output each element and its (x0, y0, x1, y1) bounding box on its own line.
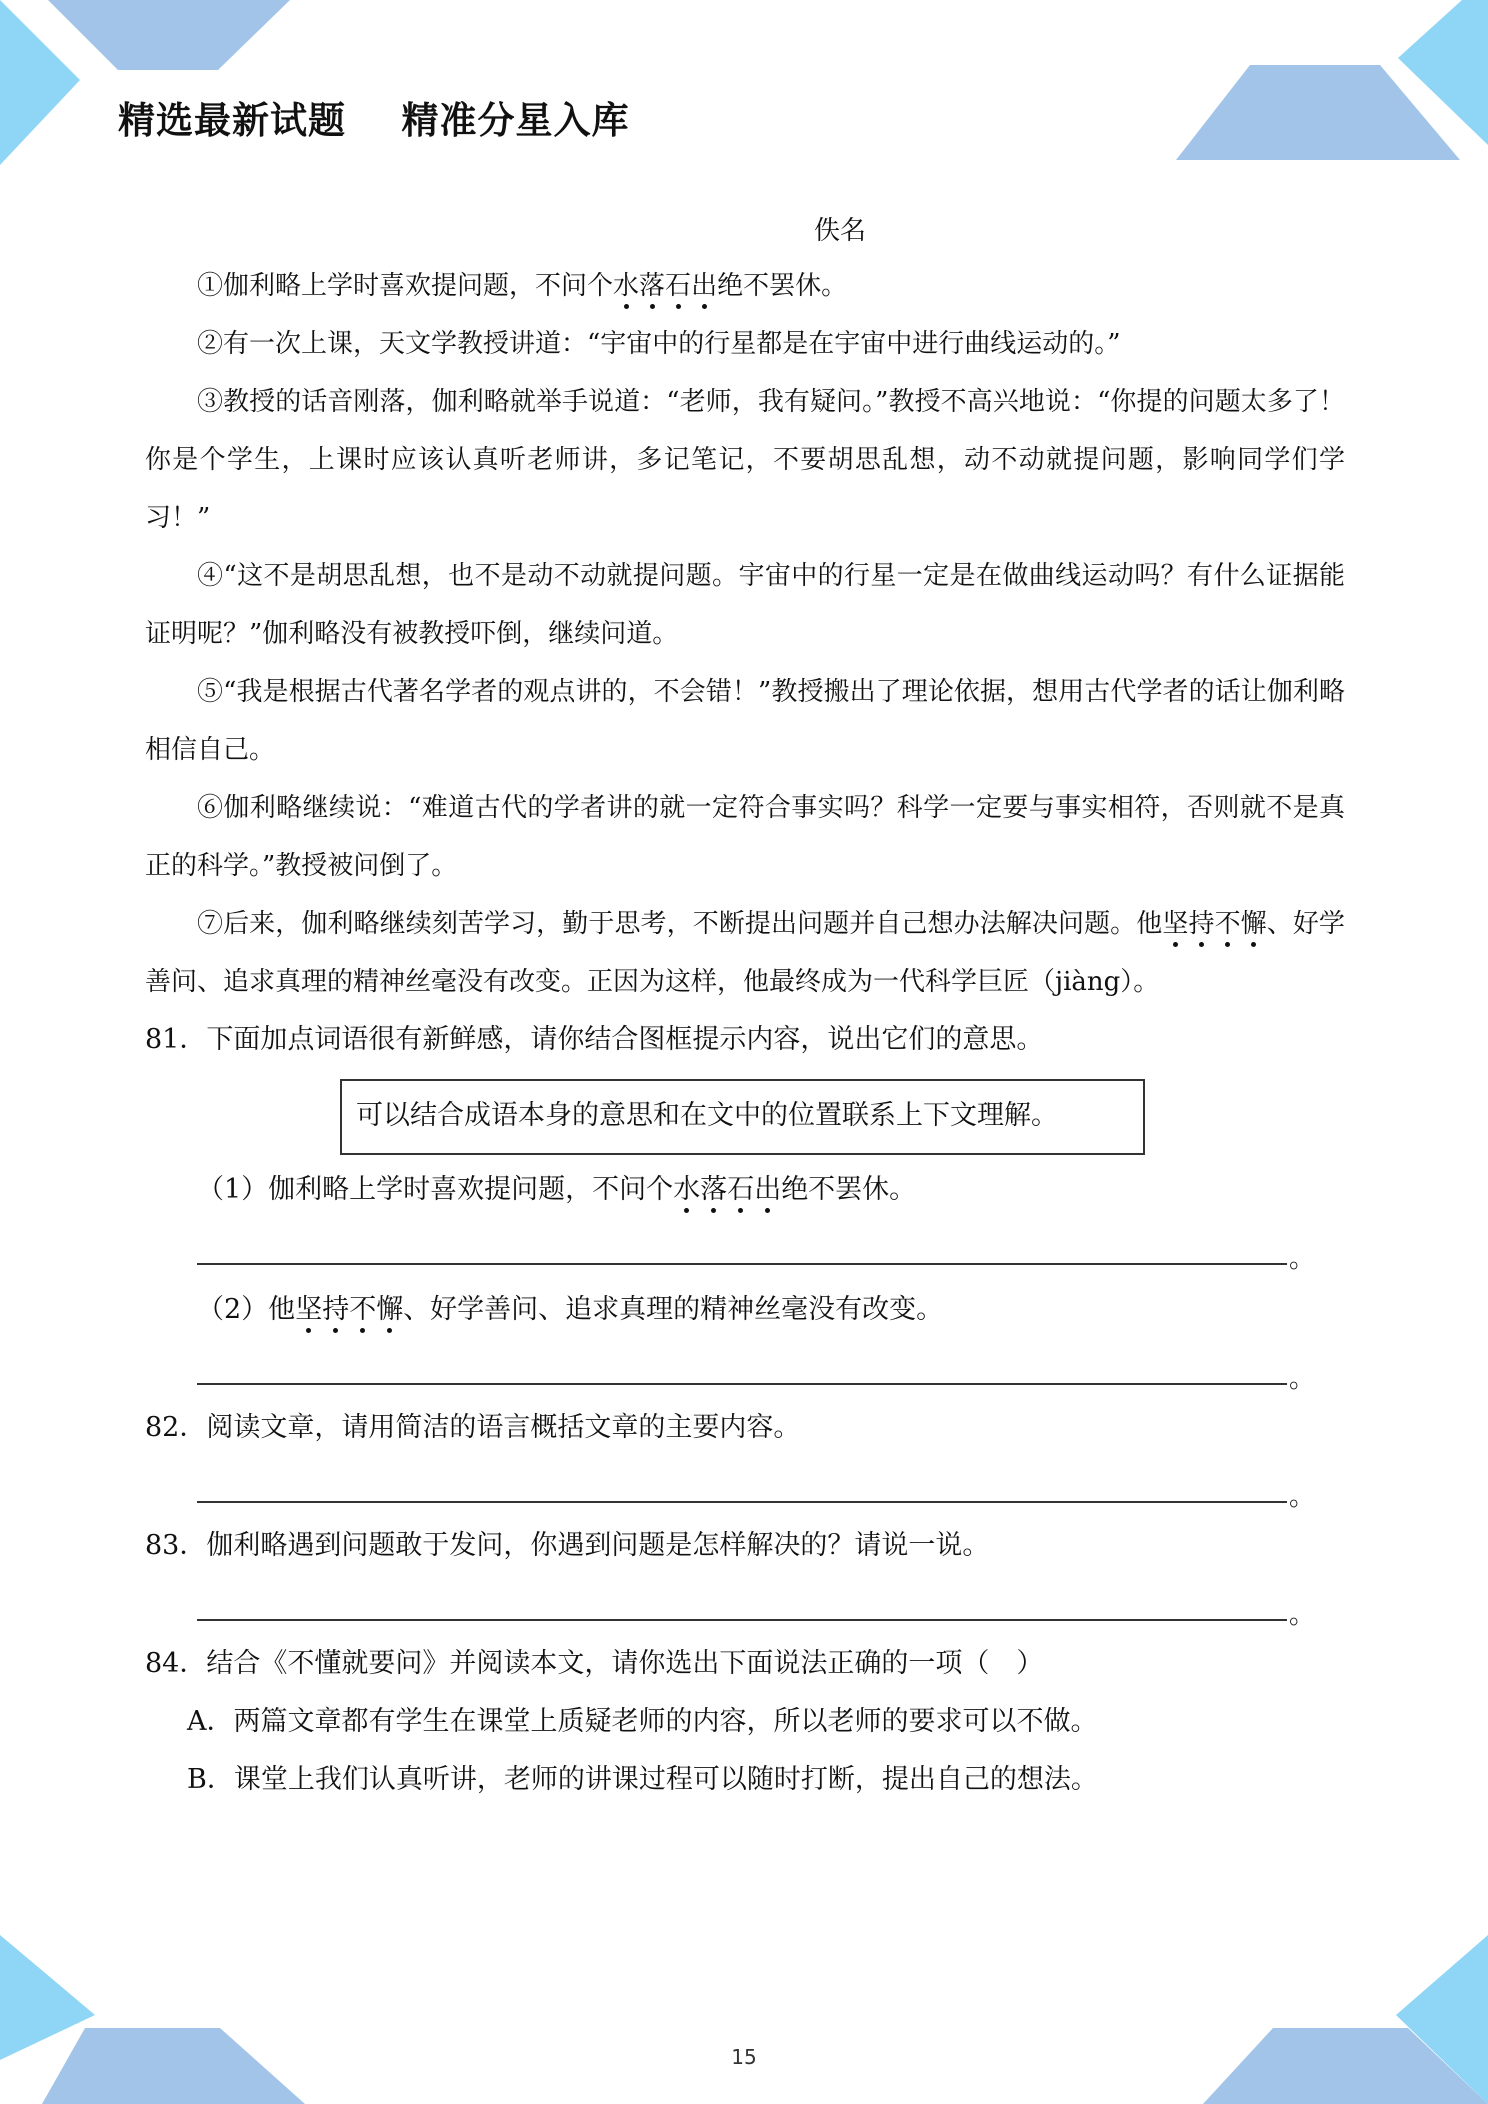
text-span: ①伽利略上学时喜欢提问题，不问个 (197, 271, 614, 301)
dotted-char: 不 (1214, 909, 1241, 939)
line-end-period: 。 (1289, 1600, 1316, 1630)
corner-decoration-bottom-left (0, 1935, 310, 2104)
paragraph-6: ⑥伽利略继续说：“难道古代的学者讲的就一定符合事实吗？科学一定要与事实相符，否则就不是真正的科学。”教授被问倒了。 (145, 793, 1345, 881)
dotted-word (613, 271, 717, 301)
dotted-char: 持 (1188, 909, 1215, 939)
text-span: 、好学善问、追求真理的精神丝毫没有改变。 (403, 1294, 944, 1325)
dotted-char: 落 (700, 1174, 728, 1205)
dotted-word (673, 1174, 781, 1205)
text-span: （1）伽利略上学时喜欢提问题，不问个 (197, 1174, 674, 1205)
hint-box: 可以结合成语本身的意思和在文中的位置联系上下文理解。 (340, 1079, 1145, 1155)
dotted-char: 水 (673, 1174, 701, 1205)
question-82: 82．阅读文章，请用简洁的语言概括文章的主要内容。 (145, 1412, 801, 1443)
dotted-char: 石 (727, 1174, 755, 1205)
dotted-char: 持 (322, 1294, 350, 1325)
dotted-char: 出 (754, 1174, 782, 1205)
question-84: 84．结合《不懂就要问》并阅读本文，请你选出下面说法正确的一项（ ） (145, 1648, 1044, 1679)
dotted-char: 坚 (1162, 909, 1189, 939)
dotted-char: 不 (349, 1294, 377, 1325)
paragraph-3: ③教授的话音刚落，伽利略就举手说道：“老师，我有疑问。”教授不高兴地说：“你提的问题太多了！你是个学生，上课时应该认真听老师讲，多记笔记，不要胡思乱想，动不动就提问题，影响同学们学习！” (145, 387, 1345, 533)
question-81: 81．下面加点词语很有新鲜感，请你结合图框提示内容，说出它们的意思。 (145, 1024, 1044, 1055)
dotted-char: 石 (665, 271, 692, 301)
page-number: 15 (731, 2045, 757, 2069)
paragraph-2: ②有一次上课，天文学教授讲道：“宇宙中的行星都是在宇宙中进行曲线运动的。” (197, 329, 1121, 359)
answer-line[interactable] (197, 1219, 1316, 1275)
option-b[interactable]: B．课堂上我们认真听讲，老师的讲课过程可以随时打断，提出自己的想法。 (187, 1764, 1098, 1795)
answer-line[interactable] (197, 1457, 1316, 1513)
text-span: ⑦后来，伽利略继续刻苦学习，勤于思考，不断提出问题并自己想办法解决问题。他 (197, 909, 1163, 939)
text-span: 绝不罢休。 (781, 1174, 917, 1205)
line-end-period: 。 (1289, 1482, 1316, 1512)
text-span: 、好学善问、追求真理的精神丝毫没有改变。正因为这样，他最终成为一代科学巨匠（jiàng）。 (145, 909, 1345, 997)
paragraph-7 (145, 895, 1345, 1011)
dotted-word (1162, 909, 1266, 939)
paragraph-1 (145, 257, 1345, 315)
answer-line[interactable] (197, 1575, 1316, 1631)
line-end-period: 。 (1289, 1364, 1316, 1394)
dotted-char: 懈 (376, 1294, 404, 1325)
paragraph-4: ④“这不是胡思乱想，也不是动不动就提问题。宇宙中的行星一定是在做曲线运动吗？有什么证据能证明呢？”伽利略没有被教授吓倒，继续问道。 (145, 561, 1345, 649)
corner-decoration-top-right (1170, 0, 1488, 165)
question-81-part-2 (197, 1281, 1345, 1339)
dotted-char: 懈 (1240, 909, 1267, 939)
answer-line[interactable] (197, 1339, 1316, 1395)
dotted-char: 水 (613, 271, 640, 301)
question-83: 83．伽利略遇到问题敢于发问，你遇到问题是怎样解决的？请说一说。 (145, 1530, 990, 1561)
dotted-char: 出 (691, 271, 718, 301)
article-author: 佚名 (813, 216, 866, 246)
dotted-word (295, 1294, 403, 1325)
paragraph-5: ⑤“我是根据古代著名学者的观点讲的，不会错！”教授搬出了理论依据，想用古代学者的话让伽利略相信自己。 (145, 677, 1345, 765)
line-end-period: 。 (1289, 1244, 1316, 1274)
text-span: 绝不罢休。 (717, 271, 848, 301)
header-title: 精选最新试题 精准分星入库 (118, 99, 630, 142)
question-81-part-1 (197, 1161, 1345, 1219)
text-span: （2）他 (197, 1294, 296, 1325)
document-content (145, 205, 1345, 1809)
option-a[interactable]: A．两篇文章都有学生在课堂上质疑老师的内容，所以老师的要求可以不做。 (187, 1706, 1098, 1737)
corner-decoration-bottom-right (1178, 1935, 1488, 2104)
dotted-char: 落 (639, 271, 666, 301)
dotted-char: 坚 (295, 1294, 323, 1325)
